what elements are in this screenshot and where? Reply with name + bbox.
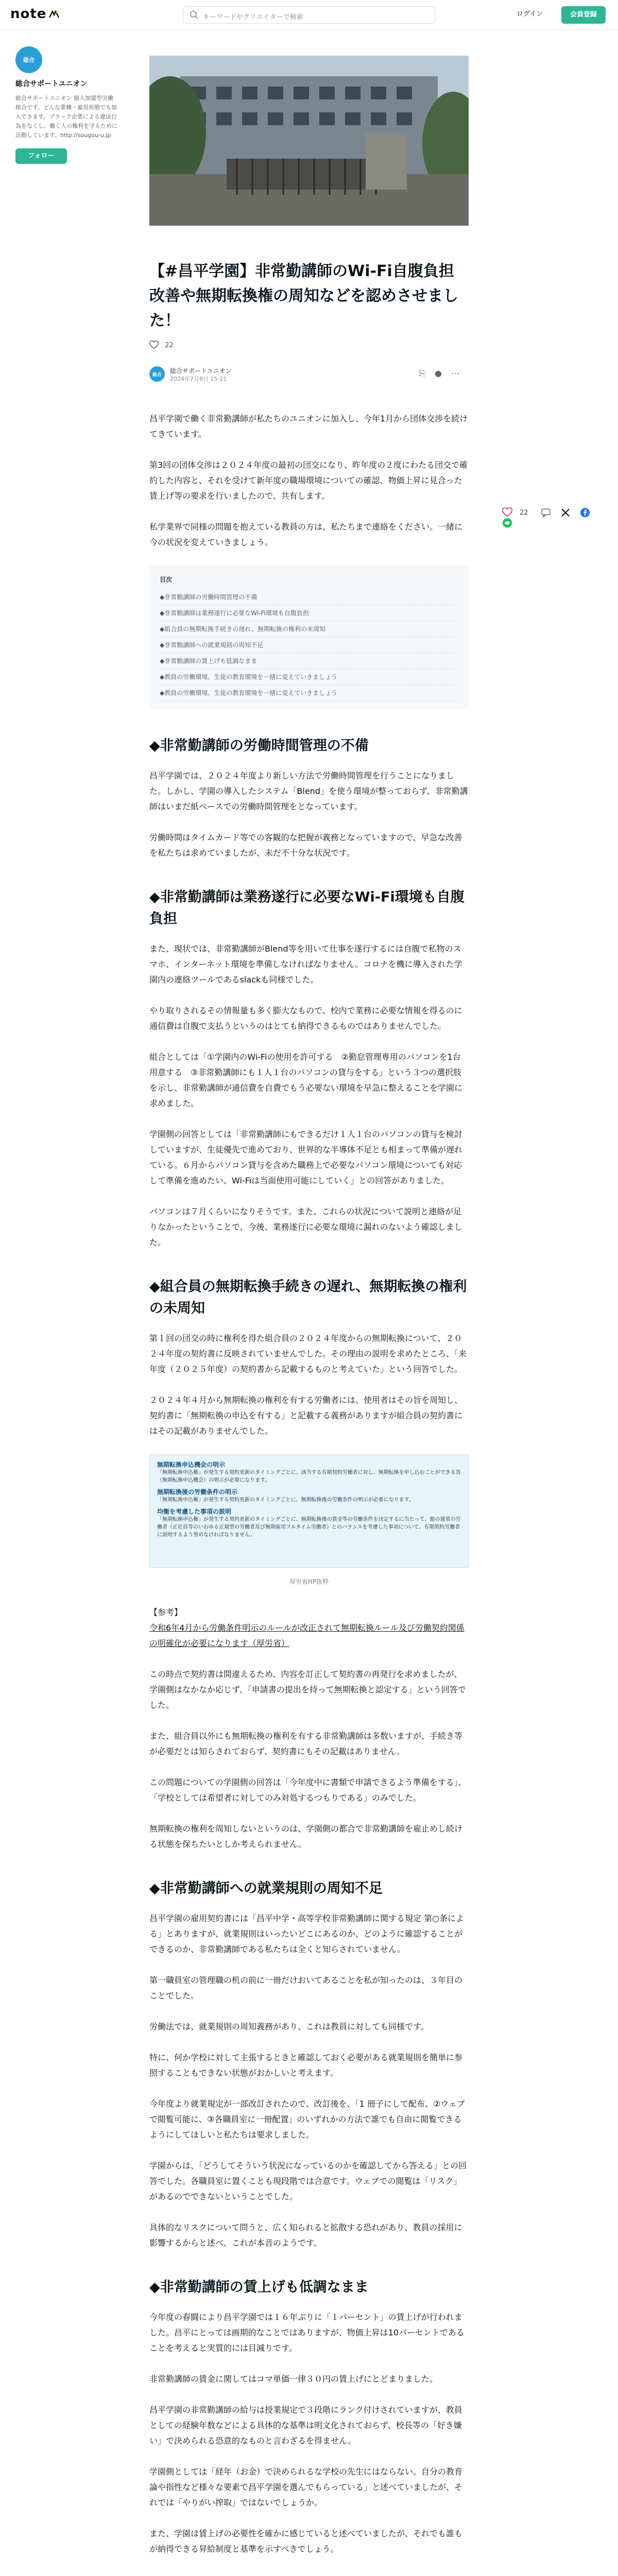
section-paragraph: また、組合員以外にも無期転換の権利を有する非常勤講師は多数いますが、手続き等が必要だとは知らされておらず、契約書にもその記載はありません。 [149,1731,463,1756]
creator-avatar[interactable]: 総合 [15,46,42,73]
reference-label: 【参考】 [149,1607,183,1617]
signup-button[interactable]: 会員登録 [561,6,606,24]
search-icon [190,10,199,20]
figure-heading: 無期転換申込機会の明示 [157,1461,226,1468]
school-building-photo [149,56,469,226]
section-heading: ◆非常勤講師の労働時間管理の不備 [149,738,369,754]
login-link[interactable]: ログイン [517,10,543,18]
intro-paragraph: 第3回の団体交渉は２０２４年度の最初の団交になり、昨年度の２度にわたる団交で確約した内容と、それを受けて新年度の職場環境についての確認、物価上昇に見合った賃上げ等の要求を行いましたので、共有します。 [149,460,468,501]
link-icon[interactable]: ⎘ [419,368,435,378]
like-heart-icon[interactable] [149,341,159,350]
toc-item[interactable]: ◆組合員の無期転換手続きの遅れ、無期転換の権利の未周知 [160,621,458,637]
toc-item[interactable]: ◆教員の労働環境、生徒の教育環境を一緒に変えていきましょう [160,669,458,685]
section-paragraph: 今年度より就業規定が一部改訂されたので、改訂後を、「1 冊子にして配布、②ウェブで閲覧可能に、③各職員室に一冊配置」のいずれかの方法で誰でも自由に閲覧できるようにしてほしいと私たちは要求しました。 [149,2099,465,2140]
creator-description: 総合サポートユニオン 個人加盟型労働組合です。どんな業種・雇用形態でも加入できます。ブラック企業による違法行為をなくし、働く人の権利を守るために活動しています。http://sougou-u.jp [15,95,117,139]
like-count: 22 [165,341,174,349]
figure-heading: 均衡を考慮した事項の説明 [157,1508,232,1515]
reference-link[interactable]: 令和6年4月から労働条件明示のルールが改正されて無期転換ルール及び労働契約関係の明確化が必要になります（厚労省） [149,1623,465,1648]
section-paragraph: 組合としては「①学園内のWi-Fiの使用を許可する ②勤怠管理専用のパソコンを1台用意する ③非常勤講師にも１人１台のパソコンの貸与をする」という３つの選択肢を示し、非常勤講師が通信費を自費でもう必要ない環境を早急に整えることを学園に求めました。 [149,1052,463,1108]
floating-like-count: 22 [520,509,528,517]
more-icon[interactable]: ⋯ [451,368,469,378]
heart-icon[interactable] [502,507,512,518]
section-heading: ◆非常勤講師への就業規則の周知不足 [149,1880,383,1896]
section-paragraph: 昌平学園の非常勤講師の給与は授業規定で３段階にランク付けされていますが、教員としての経験年数などによる具体的な基準は明文化されておらず、校長等の「好き嫌い」で決められる恐意的なものと言わざるを得ません。 [149,2405,462,2446]
section-paragraph: 学園側の回答としては「非常勤講師にもできるだけ１人１台のパソコンの貸与を検討していますが、生徒優先で進めており、世界的な半導体不足とも相まって準備が遅れている。６月からパソコン貸与を含めた職務上で必要なパソコン環境についても対応して準備を進めたい、Wi-Fiは当面使用可能にしていく」との回答がありました。 [149,1129,463,1185]
section-paragraph: 今年度の春闘により昌平学園では１６年ぶりに「１パーセント」の賃上げが行われました。昌平にとっては画期的なことではありますが、物価上昇は10パーセントであることを考えると実質的には目減りです。 [149,2312,465,2353]
line-share-icon[interactable] [502,518,512,528]
intro-paragraph: 昌平学園で働く非常勤講師が私たちのユニオンに加入し、今年1月から団体交渉を続けてきています。 [149,414,468,439]
like-row [149,341,174,350]
toc-item[interactable]: ◆非常勤講師の賃上げも低調なまま [160,653,458,669]
section-paragraph: 学園からは、「どうしてそういう状況になっているのかを確認してから答える」との回答でした。各職員室に置くことも現段階では合意です。ウェブでの閲覧は「リスク」があるのでできないということでした。 [149,2161,467,2201]
intro-paragraph: 私学業界で同様の問題を抱えている教員の方は、私たちまで連絡をください。一緒に今の状況を変えていきましょう。 [149,522,463,547]
figure-heading: 無期転換後の労働条件の明示 [157,1488,238,1496]
figure-text: 「無期転換申込権」が発生する契約更新のタイミングごとに、無期転換後の賃金等の労働条件を決定するに当たって、他の通常の労働者（正社員等のいわゆる正規型の労働者及び無期雇用フルタイム労働者）とのバランスを考慮した事項について、有期契約労働者に説明するよう努めなければなりません。 [157,1517,461,1538]
toc-item[interactable]: ◆非常勤講師は業務遂行に必要なWi-Fi環境も自腹負担 [160,605,458,621]
section-paragraph: 昌平学園の雇用契約書には「昌平中学・高等学校非常勤講師に関する規定 第○条による」とありますが、就業規則はいったいどこにあるのか、どのように確認することができるのか、非常勤講師である私たちは全くと知らされていません。 [149,1913,465,1954]
creator-sidebar [15,46,118,164]
section-paragraph: やり取りされるその情報量も多く膨大なもので、校内で業務に必要な情報を得るのに通信費は自腹で支払うというのはとても納得できるものではありませんでした。 [149,1006,462,1031]
section-paragraph: 非常勤講師の賃金に関してはコマ単価一律３０円の賃上げにとどまりました。 [149,2374,438,2384]
facebook-icon[interactable]: ● [435,368,451,378]
table-of-contents [149,566,469,709]
section-paragraph: 無期転換の権利を周知しないというのは、学園側の都合で非常勤講師を雇止めし続ける状態を保ちたいとしか考えられません。 [149,1824,463,1849]
toc-item[interactable]: ◆非常勤講師の労働時間管理の不備 [160,589,458,605]
section-paragraph: また、学園は賃上げの必要性を確かに感じていると述べていましたが、それでも誰もが納得できる昇給制度と基準を示すべきでしょう。 [149,2529,463,2554]
section-heading: ◆非常勤講師の賃上げも低調なまま [149,2279,369,2295]
section-paragraph: 第１回の団交の時に権利を得た組合員の２０２４年度からの無期転換について、２０２４年度の契約書に反映されていませんでした。その理由の説明を求めたところ、「来年度（２０２５年度）の契約書から記載するものと考えていた」という回答でした。 [149,1333,467,1374]
section-paragraph: ２０２４年４月から無期転換の権利を有する労働者には、使用者はその旨を周知し、契約書に「無期転換の申込を有する」と記載する義務がありますが組合員の契約書にはその記載がありませんでした。 [149,1395,463,1436]
section-paragraph: この時点で契約書は間違えるため、内容を訂正して契約書の再発行を求めましたが、学園側はなかなか応じず、「申請書の提出を持って無期転換と認定する」という回答でした。 [149,1669,466,1710]
toc-item[interactable]: ◆非常勤講師への就業規則の周知不足 [160,637,458,653]
section-paragraph: この問題についての学園側の回答は「今年度中に書類で申請できるよう準備をする」、「学校としては希望者に対してのみ対処するつもりである」のみでした。 [149,1777,467,1803]
note-logo[interactable]: note [10,6,60,22]
section-paragraph: 労働法では、就業規則の周知義務があり、これは教員に対しても同様です。 [149,2022,429,2031]
floating-actions [502,507,605,528]
hero-image [149,56,469,226]
section-paragraph: また、現状では、非常勤講師がBlend等を用いて仕事を遂行するには自腹で私物のスマホ、インターネット環境を準備しなければなりません。コロナを機に導入された学園内の連絡ツールであるslackも同様でした。 [149,944,462,985]
section-paragraph: パソコンは７月くらいになりそうです。また、これらの状況について説明と連絡が足りなかったということで、今後、業務遂行に必要な環境に漏れのないよう確認しました。 [149,1207,462,1247]
article-title: 【#昌平学園】非常勤講師のWi-Fi自腹負担改善や無期転換権の周知などを認めさせました！ [149,262,458,330]
author-row [149,366,469,387]
section-heading: ◆組合員の無期転換手続きの遅れ、無期転換の権利の未周知 [149,1279,467,1316]
section-paragraph: 昌平学園では、２０２４年度より新しい方法で労働時間管理を行うことになりました。しかし、学園の導入したシステム「Blend」を使う環境が整っておらず、非常勤講師はいまだ紙ベースでの労働時間管理をとなっています。 [149,771,468,811]
figure-text: 「無期転換申込権」が発生する契約更新のタイミングごとに、該当する有期契約労働者に対し、無期転換を申し込むことができる旨（無期転換申込機会）の明示が必要になります。 [157,1470,461,1483]
author-actions [419,368,469,379]
section-paragraph: 労働時間はタイムカード等での客観的な把握が義務となっていますので、早急な改善を私たちは求めていましたが、未だ不十分な状況です。 [149,833,462,858]
figure-caption: 厚労省HP抜粋 [289,1578,329,1585]
author-name[interactable]: 総合サポートユニオン [170,367,232,375]
section-heading: ◆非常勤講師は業務遂行に必要なWi-Fi環境も自腹負担 [149,889,465,927]
toc-heading: 目次 [160,576,173,583]
creator-name[interactable]: 総合サポートユニオン [15,80,88,88]
search-placeholder: キーワードやクリエイターで検索 [203,13,303,21]
search-box[interactable] [183,6,435,24]
section-paragraph: 具体的なリスクについて問うと、広く知られると拡散する恐れがあり、教員の採用に影響するからと述べ、これが本音のようです。 [149,2223,462,2248]
follow-button[interactable]: フォロー [15,148,67,164]
facebook-share-icon[interactable] [580,507,590,518]
x-share-icon[interactable] [560,507,571,518]
section-paragraph: 第一職員室の管理職の机の前に一冊だけおいてあることを私が知ったのは、３年目のことでした。 [149,1975,463,2001]
author-avatar[interactable]: 総合 [149,366,165,382]
section-paragraph: 特に、何か学校に対して主張するときと確認しておく必要がある就業規則を簡単に参照することもできない状態がおかしいと考えます。 [149,2053,463,2078]
publish-date: 2024年7月8日 15:21 [170,376,227,382]
mhlw-figure [149,1454,469,1568]
section-paragraph: 学園側としては「経年（お金）で決められるな学校の先生にはならない。自分の教育論や指性など様々な要素で昌平学園を選んでもらっている」と述べていましたが、それでは「やりがい搾取」ではないでしょうか。 [149,2467,463,2507]
toc-item[interactable]: ◆教員の労働環境、生徒の教育環境を一緒に変えていきましょう [160,685,458,701]
top-header [0,0,618,30]
logo-mark-icon [48,10,60,19]
comment-icon[interactable] [541,507,551,518]
article-body [149,411,469,2572]
figure-text: 「無期転換申込権」が発生する契約更新のタイミングごとに、無期転換後の労働条件の明示が必要になります。 [157,1497,414,1503]
